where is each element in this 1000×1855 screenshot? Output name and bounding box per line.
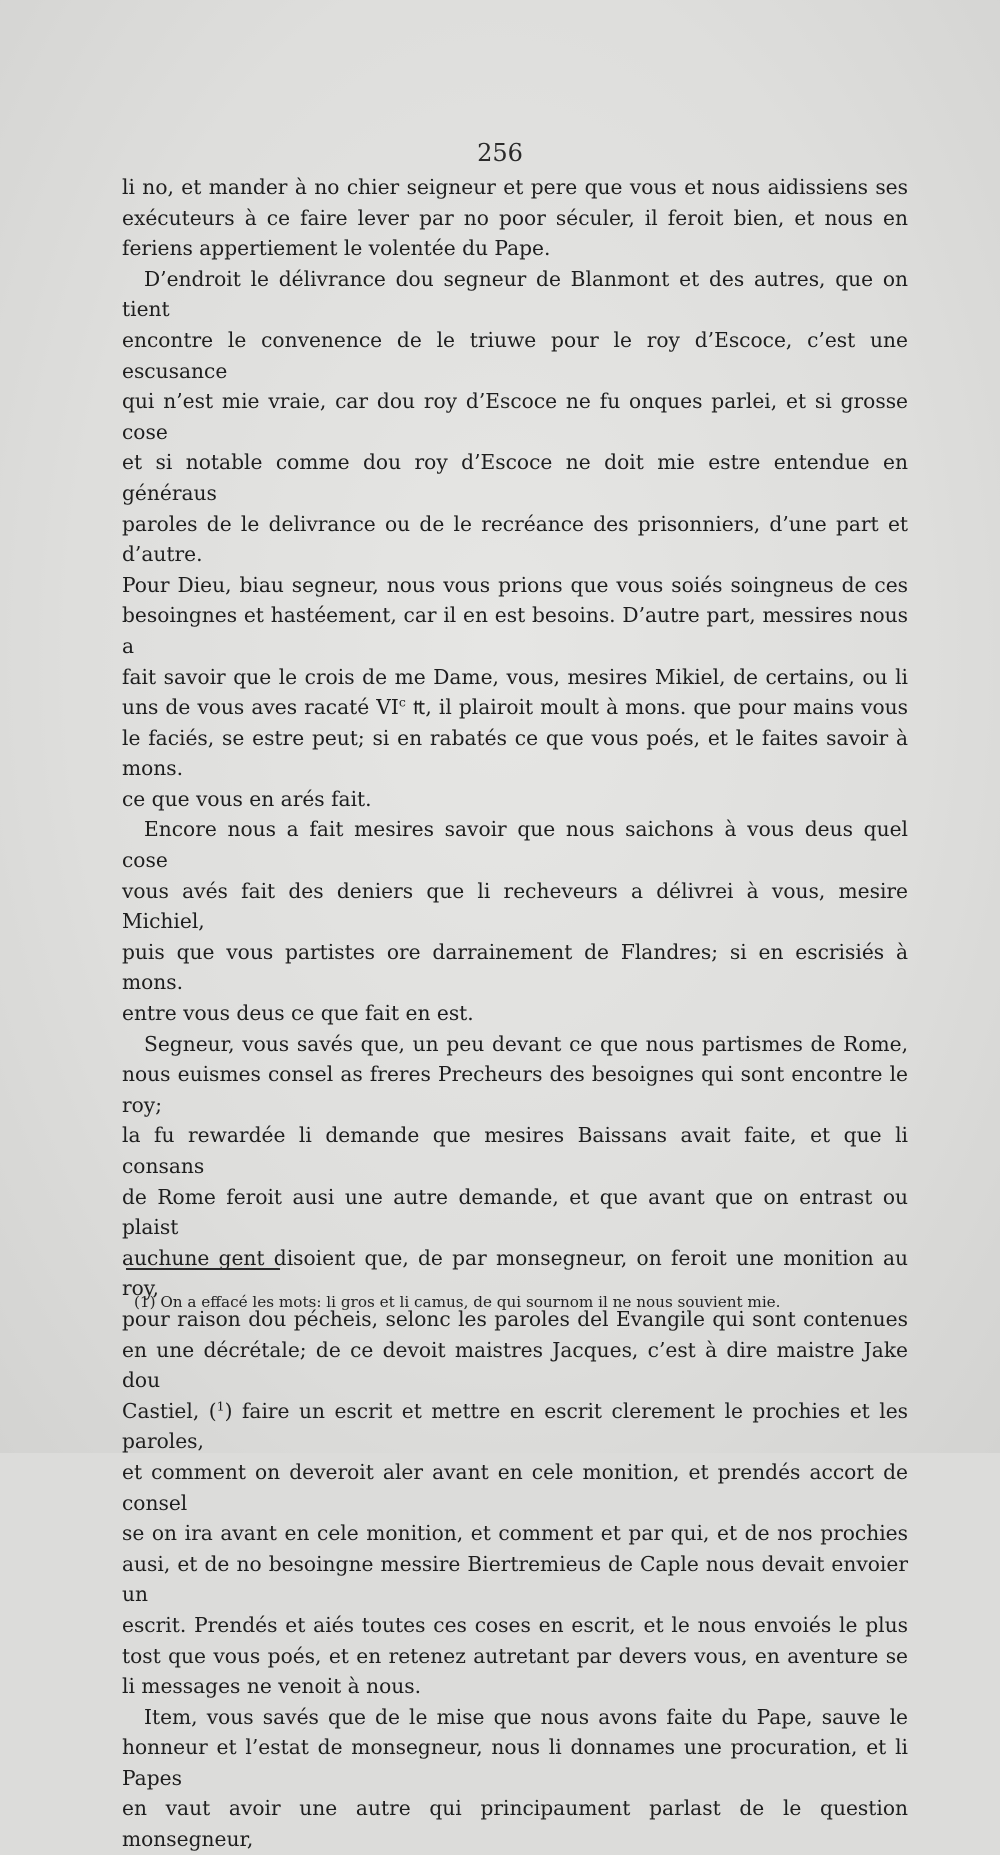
text-line: exécuteurs à ce faire lever par no poor séculer, il feroit bien, et nous en: [122, 205, 908, 230]
text-line: Encore nous a fait mesires savoir que nous saichons à vous deus quel cose: [122, 817, 908, 873]
superscript: c: [398, 694, 406, 710]
text-line: Castiel, ($^1$) faire un escrit et mettre en escrit clerement le prochies et les paroles,: [122, 1398, 909, 1454]
text-line: et si notable comme dou roy d’Escoce ne doit mie estre entendue en généraus: [122, 450, 908, 505]
text-line: la fu rewardée li demande que mesires Baissans avait faite, et que li consans: [122, 1123, 908, 1178]
page-number: 256: [477, 139, 523, 167]
text-line: Pour Dieu, biau segneur, nous vous prions que vous soiés soingneus de ces: [122, 572, 908, 597]
text-line: de Rome feroit ausi une autre demande, et que avant que on entrast ou plaist: [122, 1184, 908, 1240]
text-line: Segneur, vous savés que, un peu devant ce que nous partismes de Rome,: [144, 1031, 908, 1056]
text-line: nous euismes consel as freres Precheurs des besoignes qui sont encontre le roy;: [122, 1062, 908, 1117]
text-line: D’endroit le délivrance dou segneur de Blanmont et des autres, que on tient: [122, 266, 908, 322]
text-line: tost que vous poés, et en retenez autretant par devers vous, en aventure se: [122, 1643, 908, 1668]
text-line: feriens appertiement le volentée du Pape.: [122, 236, 551, 261]
text-line: encontre le convenence de le triuwe pour le roy d’Escoce, c’est une escusance: [122, 327, 908, 383]
text-line: puis que vous partistes ore darrainement de Flandres; si en escrisiés à mons.: [122, 939, 908, 995]
body-text: [122, 172, 908, 1855]
text-line: li messages ne venoit à nous.: [122, 1674, 422, 1699]
text-line: escrit. Prendés et aiés toutes ces coses en escrit, et le nous envoiés le plus: [122, 1612, 908, 1637]
footnote: (1) On a effacé les mots: li gros et li camus, de qui sournom il ne nous souvient mie.: [134, 1293, 781, 1311]
text-line: et comment on deveroit aler avant en cele monition, et prendés accort de consel: [122, 1459, 908, 1515]
text-line: en vaut avoir une autre qui principaument parlast de le question monsegneur,: [122, 1796, 908, 1852]
text-line: honneur et l’estat de monsegneur, nous li donnames une procuration, et li Papes: [122, 1735, 908, 1790]
text-line: uns de vous aves racaté $VI^c$ ₶, il plairoit moult à mons. que pour mains vous: [122, 694, 908, 720]
text-line: Item, vous savés que de le mise que nous avons faite du Pape, sauve le: [144, 1704, 908, 1729]
text-line: paroles de le delivrance ou de le recréance des prisonniers, d’une part et d’autre.: [122, 511, 908, 567]
text-line: fait savoir que le crois de me Dame, vous, mesires Mikiel, de certains, ou li: [122, 664, 908, 689]
text-line: li no, et mander à no chier seigneur et pere que vous et nous aidissiens ses: [122, 175, 908, 199]
text-line: le faciés, se estre peut; si en rabatés ce que vous poés, et le faites savoir à mons.: [122, 725, 908, 781]
text-line: ausi, et de no besoingne messire Biertremieus de Caple nous devait envoier un: [122, 1551, 908, 1607]
superscript: 1: [216, 1398, 225, 1414]
text-line: vous avés fait des deniers que li recheveurs a délivrei à vous, mesire Michiel,: [122, 878, 908, 934]
text-line: se on ira avant en cele monition, et comment et par qui, et de nos prochies: [122, 1521, 908, 1546]
text-line: entre vous deus ce que fait en est.: [122, 1001, 474, 1026]
text-line: pour raison dou pécheis, selonc les paroles del Evangile qui sont contenues: [122, 1306, 908, 1331]
text-line: en une décrétale; de ce devoit maistres Jacques, c’est à dire maistre Jake dou: [122, 1337, 908, 1393]
text-line: qui n’est mie vraie, car dou roy d’Escoce ne fu onques parlei, et si grosse cose: [122, 389, 908, 444]
text-line: auchune gent disoient que, de par monsegneur, on feroit une monition au roy,: [122, 1245, 908, 1301]
footnote-divider: [126, 1268, 280, 1270]
text-line: besoingnes et hastéement, car il en est besoins. D’autre part, messires nous a: [122, 603, 908, 658]
text-line: ce que vous en arés fait.: [122, 786, 372, 811]
